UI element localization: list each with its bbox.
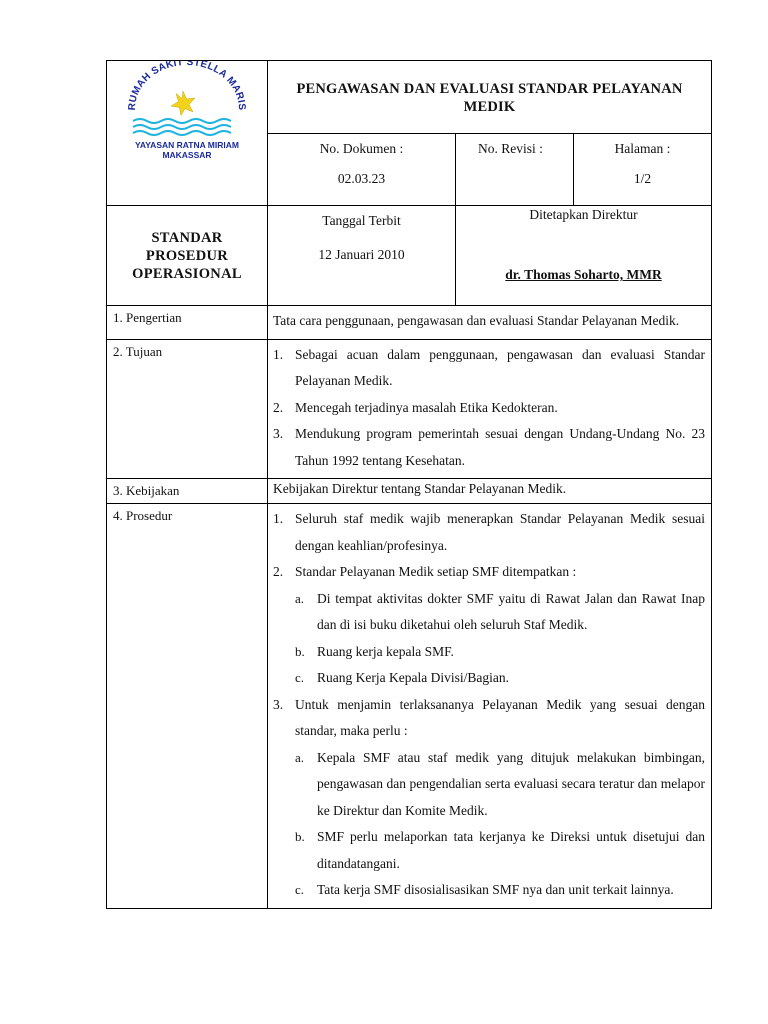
- logo-line2: MAKASSAR: [162, 150, 212, 160]
- sub-list-text: Di tempat aktivitas dokter SMF yaitu di Rawat Jalan dan Rawat Inap dan di isi buku diketahui oleh seluruh Staf Medik.: [317, 590, 705, 632]
- row-prosedur: [106, 504, 712, 909]
- sub-list-letter: b.: [295, 829, 305, 844]
- list-item: [273, 342, 705, 395]
- list-text: Untuk menjamin terlaksananya Pelayanan Medik yang sesuai dengan standar, maka perlu :: [295, 696, 705, 738]
- list-number: 2.: [273, 399, 284, 415]
- sub-list-item: [273, 665, 705, 692]
- sub-list-text: Ruang Kerja Kepala Divisi/Bagian.: [317, 670, 509, 685]
- sub-list-text: Kepala SMF atau staf medik yang ditujuk melakukan bimbingan, pengawasan dan pengendalian serta evaluasi secara teratur dan melapor ke Direktur dan Komite Medik.: [317, 749, 705, 818]
- section-label-prosedur: 4. Prosedur: [107, 504, 268, 908]
- sub-list-letter: a.: [295, 749, 305, 765]
- doc-number-label: No. Dokumen :: [319, 141, 404, 156]
- list-number: 2.: [273, 564, 284, 579]
- sub-list-item: [273, 877, 705, 904]
- sub-list-item: [273, 745, 705, 825]
- issue-date-value: 12 Januari 2010: [318, 247, 405, 262]
- logo-arc-text: RUMAH SAKIT STELLA MARIS: [126, 61, 248, 111]
- page-label: Halaman :: [614, 141, 671, 156]
- sop-label-text: STANDAR PROSEDUR OPERASIONAL: [132, 230, 242, 282]
- doc-number-cell: [268, 141, 455, 187]
- list-text: Sebagai acuan dalam penggunaan, pengawasan dan evaluasi Standar Pelayanan Medik.: [295, 346, 705, 388]
- approval-cell: [456, 207, 711, 283]
- list-number: 3.: [273, 696, 284, 712]
- document-header: [106, 60, 712, 306]
- logo-graphic: [107, 61, 267, 204]
- document-title-text: PENGAWASAN DAN EVALUASI STANDAR PELAYANAN MEDIK: [296, 80, 683, 115]
- issue-date-label: Tanggal Terbit: [322, 213, 401, 228]
- section-content-kebijakan: Kebijakan Direktur tentang Standar Pelayanan Medik.: [273, 481, 567, 496]
- director-name: dr. Thomas Soharto, MMR: [505, 267, 662, 282]
- revision-label: No. Revisi :: [478, 141, 543, 156]
- section-label-pengertian: 1. Pengertian: [107, 306, 268, 339]
- page-value: 1/2: [633, 171, 652, 186]
- doc-number-value: 02.03.23: [337, 171, 386, 186]
- sub-list-text: Ruang kerja kepala SMF.: [317, 643, 454, 659]
- approval-label: Ditetapkan Direktur: [529, 207, 638, 222]
- star-icon: [171, 91, 195, 116]
- section-content-prosedur: [268, 504, 711, 908]
- sop-document: [106, 60, 712, 909]
- sub-list-item: [273, 586, 705, 639]
- sub-list-text: Tata kerja SMF disosialisasikan SMF nya dan unit terkait lainnya.: [317, 882, 674, 897]
- sub-list-text: SMF perlu melaporkan tata kerjanya ke Direksi untuk disetujui dan ditandatangani.: [317, 829, 705, 871]
- issue-date-cell: [268, 213, 455, 263]
- list-item: [273, 559, 705, 586]
- sub-list-letter: b.: [295, 643, 305, 659]
- row-pengertian: [106, 306, 712, 340]
- list-text: Mendukung program pemerintah sesuai dengan Undang-Undang No. 23 Tahun 1992 tentang Kesehatan.: [295, 426, 705, 468]
- sub-list-item: [273, 639, 705, 666]
- logo-line1: YAYASAN RATNA MIRIAM: [135, 140, 239, 150]
- list-text: Mencegah terjadinya masalah Etika Kedokteran.: [295, 399, 558, 415]
- page-cell: [574, 141, 711, 187]
- sub-list-letter: a.: [295, 590, 305, 606]
- section-label-tujuan: 2. Tujuan: [107, 340, 268, 479]
- row-kebijakan: [106, 479, 712, 504]
- list-number: 1.: [273, 346, 284, 362]
- section-content-pengertian: Tata cara penggunaan, pengawasan dan evaluasi Standar Pelayanan Medik.: [273, 313, 680, 328]
- list-item: [273, 506, 705, 559]
- section-content-tujuan: [268, 340, 711, 479]
- list-text: Standar Pelayanan Medik setiap SMF ditempatkan :: [295, 564, 577, 579]
- section-label-kebijakan: 3. Kebijakan: [107, 479, 268, 503]
- list-item: [273, 395, 705, 422]
- document-title: [268, 61, 711, 134]
- list-item: [273, 421, 705, 474]
- list-number: 1.: [273, 511, 284, 526]
- row-tujuan: [106, 340, 712, 480]
- list-item: [273, 692, 705, 745]
- hospital-logo: [107, 61, 267, 204]
- revision-cell: [456, 141, 573, 157]
- sub-list-item: [273, 824, 705, 877]
- sop-label: [107, 206, 267, 306]
- list-text: Seluruh staf medik wajib menerapkan Standar Pelayanan Medik sesuai dengan keahlian/profesinya.: [295, 511, 705, 553]
- list-number: 3.: [273, 426, 284, 441]
- sub-list-letter: c.: [295, 670, 305, 685]
- waves-icon: [133, 119, 231, 135]
- sub-list-letter: c.: [295, 882, 305, 897]
